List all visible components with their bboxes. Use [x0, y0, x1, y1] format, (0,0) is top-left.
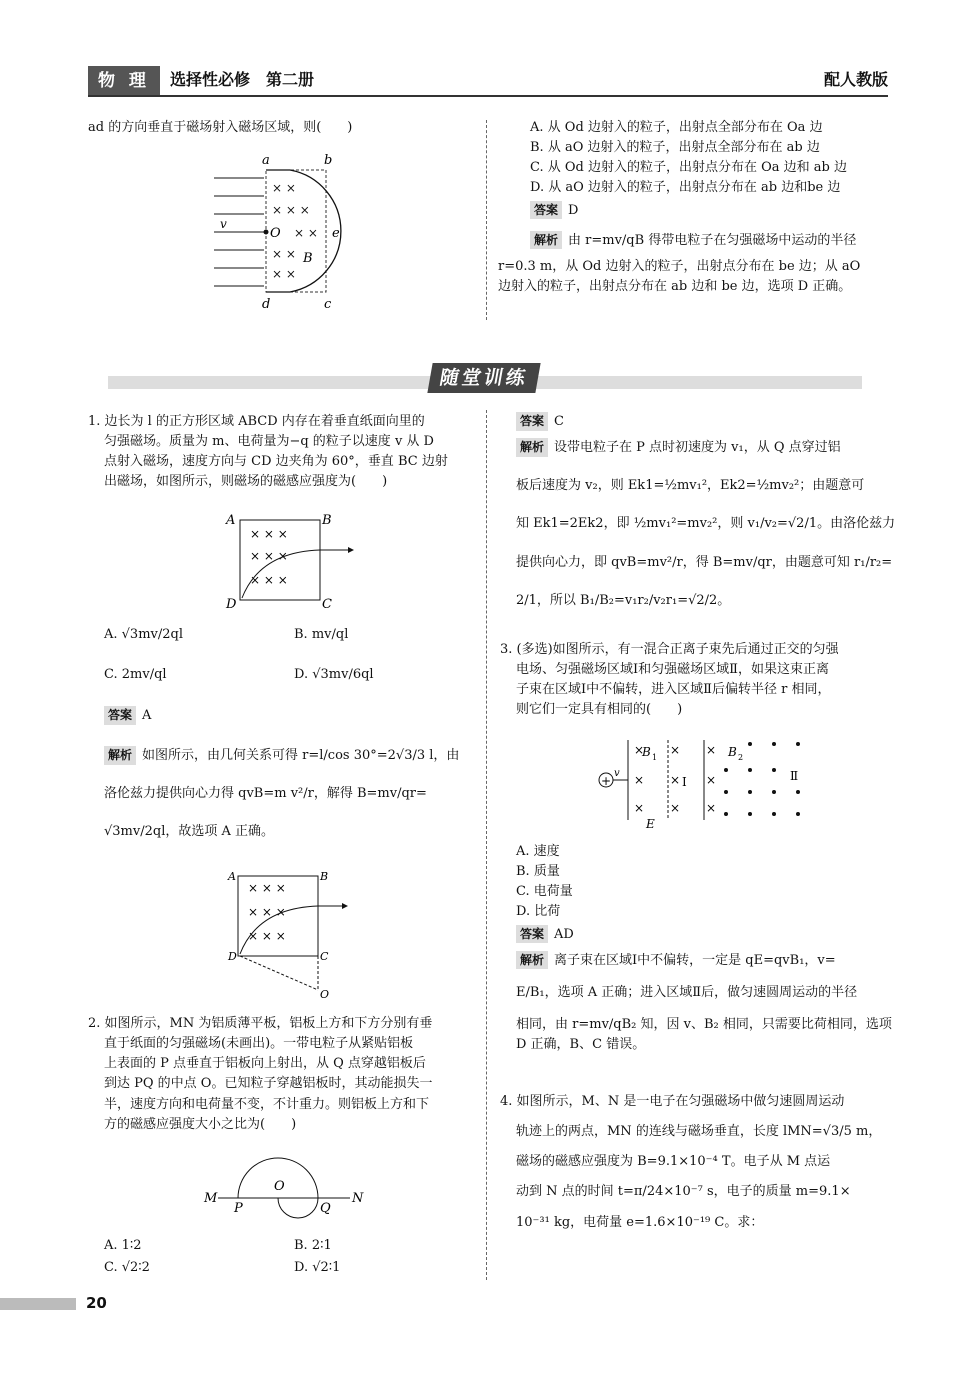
square-field-diagram-solution: [224, 866, 364, 1002]
question-text: 10⁻³¹ kg，电荷量 e=1.6×10⁻¹⁹ C。求：: [516, 1214, 764, 1230]
svg-text:× ×: × ×: [294, 226, 318, 240]
svg-text:× ×: × ×: [272, 181, 296, 195]
svg-text:2: 2: [738, 753, 744, 762]
square-field-diagram: [220, 510, 360, 610]
svg-text:O: O: [320, 988, 330, 1001]
option-a: A. 1∶2: [104, 1238, 142, 1253]
question-text: 匀强磁场。质量为 m、电荷量为−q 的粒子以速度 v 从 D: [104, 434, 434, 450]
question-text: 动到 N 点的时间 t=π/24×10⁻⁷ s，电子的质量 m=9.1×: [516, 1184, 851, 1200]
svg-text:C: C: [322, 597, 332, 610]
svg-text:A: A: [226, 513, 236, 528]
svg-text:× × ×: × × ×: [248, 881, 286, 895]
question-text: 半，速度方向和电荷量不变，不计重力。则铝板上方和下: [104, 1096, 430, 1112]
option-c: C. 从 Od 边射入的粒子，出射点分布在 Oa 边和 ab 边: [530, 160, 848, 176]
svg-text:b: b: [324, 153, 333, 168]
option-d: D. 从 aO 边射入的粒子，出射点分布在 ab 边和be 边: [530, 180, 841, 196]
column-divider-main: [486, 410, 487, 1280]
question-text: 电场、匀强磁场区域Ⅰ和匀强磁场区域Ⅱ，如果这束正离: [516, 662, 829, 678]
svg-text:c: c: [324, 297, 332, 310]
svg-text:×: ×: [670, 801, 681, 815]
question-text: 直于纸面的匀强磁场(未画出)。一带电粒子从紧贴铝板: [104, 1036, 414, 1052]
analysis-line: 板后速度为 v₂，则 Ek1=½mv₁²，Ek2=½mv₂²；由题意可: [516, 478, 865, 494]
top-right-block: [498, 118, 888, 297]
analysis-line: 洛伦兹力提供向心力得 qvB=m v²/r，解得 B=mv/qr=: [104, 786, 427, 802]
q2-answer: [516, 412, 896, 611]
q2-options: [104, 1236, 484, 1278]
svg-text:× × ×: × × ×: [248, 905, 286, 919]
svg-text:×: ×: [634, 773, 645, 787]
answer-label: 答案: [104, 706, 136, 725]
page-number: 20: [86, 1294, 107, 1312]
question-text: 点射入磁场，速度方向与 CD 边夹角为 60°，垂直 BC 边射: [104, 454, 448, 470]
option-c: C. 2mv/ql: [104, 667, 167, 683]
analysis-line: 2/1，所以 B₁/B₂=v₁r₂/v₂r₁=√2/2。: [516, 592, 731, 608]
svg-text:e: e: [332, 226, 340, 241]
svg-text:D: D: [228, 950, 237, 963]
svg-text:v: v: [614, 768, 620, 779]
svg-text:d: d: [262, 297, 271, 310]
svg-text:× × ×: × × ×: [272, 203, 310, 217]
section-banner-title: 随堂训练: [427, 363, 540, 393]
book-title: 选择性必修 第二册: [170, 70, 315, 89]
svg-text:×: ×: [634, 743, 645, 757]
question-text: 2. 如图所示，MN 为铝质薄平板，铝板上方和下方分别有垂: [88, 1016, 433, 1031]
ion-beam-diagram: [594, 736, 814, 832]
question-text: 到达 PQ 的中点 O。已知粒子穿越铝板时，其动能损失一: [104, 1076, 433, 1092]
question-4: [500, 1092, 888, 1233]
footer-bar: [0, 1298, 76, 1310]
svg-text:× × ×: × × ×: [250, 549, 288, 563]
question-text: 方的磁感应强度大小之比为( ): [104, 1116, 297, 1132]
question-text: 3. (多选)如图所示，有一混合正离子束先后通过正交的匀强: [500, 642, 839, 657]
analysis-line: √3mv/2ql，故选项 A 正确。: [104, 824, 275, 840]
option-b: B. 2∶1: [294, 1238, 332, 1253]
question-text: 子束在区域Ⅰ中不偏转，进入区域Ⅱ后偏转半径 r 相同，: [516, 682, 831, 698]
answer-value: AD: [554, 926, 574, 942]
question-text: 出磁场，如图所示，则磁场的磁感应强度为( ): [104, 474, 388, 490]
option-b: B. 质量: [516, 864, 560, 880]
q1-answer: [104, 706, 484, 843]
analysis-line: D 正确，B、C 错误。: [516, 1037, 646, 1053]
option-d: D. √2∶1: [294, 1260, 341, 1276]
answer-value: D: [568, 202, 579, 218]
svg-text:Ⅰ: Ⅰ: [682, 775, 687, 789]
analysis-label: 解析: [530, 231, 562, 250]
question-1: [88, 412, 478, 493]
analysis-line: E/B₁，选项 A 正确；进入区域Ⅱ后，做匀速圆周运动的半径: [516, 984, 858, 1000]
analysis-label: 解析: [516, 438, 548, 457]
field-diagram-1: [210, 150, 350, 310]
header-rule: [88, 95, 888, 97]
svg-text:Ⅱ: Ⅱ: [790, 769, 799, 783]
svg-text:Q: Q: [320, 1201, 331, 1216]
top-left-block: [88, 118, 478, 138]
option-a: A. √3mv/2ql: [104, 627, 184, 642]
svg-text:C: C: [320, 950, 329, 963]
svg-text:B: B: [320, 870, 329, 883]
svg-text:× ×: × ×: [272, 247, 296, 261]
svg-text:×: ×: [706, 743, 717, 757]
continuation-text: ad 的方向垂直于磁场射入磁场区域，则( ): [88, 120, 353, 135]
answer-value: C: [554, 414, 564, 429]
edition-label: 配人教版: [823, 70, 888, 89]
svg-text:P: P: [234, 1201, 243, 1216]
question-3: [500, 640, 888, 721]
svg-text:B: B: [642, 745, 651, 759]
analysis-line: 知 Ek1=2Ek2，即 ½mv₁²=mv₂²，则 v₁/v₂=√2/1。由洛伦兹力: [516, 516, 896, 532]
analysis-line: 离子束在区域Ⅰ中不偏转，一定是 qE=qvB₁，v=: [554, 952, 836, 968]
q3-options: [516, 842, 892, 1055]
answer-value: A: [142, 708, 152, 723]
option-d: D. 比荷: [516, 904, 561, 920]
svg-text:E: E: [646, 817, 655, 831]
svg-text:× ×: × ×: [272, 267, 296, 281]
q1-options: [104, 625, 484, 685]
svg-text:O: O: [274, 1179, 285, 1194]
analysis-line: 由 r=mv/qB 得带电粒子在匀强磁场中运动的半径: [568, 232, 857, 248]
analysis-line: r=0.3 m，从 Od 边射入的粒子，出射点分布在 be 边；从 aO: [498, 258, 861, 274]
analysis-line: 边射入的粒子，出射点分布在 ab 边和 be 边，选项 D 正确。: [498, 278, 852, 294]
option-c: C. √2∶2: [104, 1260, 150, 1276]
answer-label: 答案: [530, 201, 562, 220]
svg-text:×: ×: [670, 743, 681, 757]
analysis-label: 解析: [104, 746, 136, 765]
svg-text:a: a: [262, 153, 270, 168]
aluminum-plate-diagram: [200, 1150, 380, 1230]
question-text: 则它们一定具有相同的( ): [516, 702, 683, 718]
option-a: A. 从 Od 边射入的粒子，出射点全部分布在 Oa 边: [530, 120, 823, 135]
question-text: 轨迹上的两点，MN 的连线与磁场垂直，长度 lMN=√3/5 m，: [516, 1124, 882, 1140]
svg-text:+: +: [601, 774, 612, 788]
svg-text:M: M: [204, 1191, 218, 1206]
page-header: [88, 66, 888, 94]
option-b: B. 从 aO 边射入的粒子，出射点全部分布在 ab 边: [530, 140, 820, 156]
question-2: [88, 1014, 478, 1135]
svg-text:v: v: [220, 217, 227, 231]
analysis-label: 解析: [516, 951, 548, 970]
svg-text:×: ×: [706, 773, 717, 787]
question-text: 上表面的 P 点垂直于铝板向上射出，从 Q 点穿越铝板后: [104, 1056, 426, 1072]
analysis-line: 如图所示，由几何关系可得 r=l/cos 30°=2√3/3 l，由: [142, 748, 460, 764]
svg-text:×: ×: [634, 801, 645, 815]
svg-text:N: N: [352, 1191, 364, 1206]
svg-text:B: B: [322, 513, 332, 528]
option-b: B. mv/ql: [294, 627, 349, 642]
svg-text:1: 1: [652, 753, 658, 762]
analysis-line: 相同，由 r=mv/qB₂ 知，因 v、B₂ 相同，只需要比荷相同，选项: [516, 1016, 892, 1032]
svg-text:B: B: [728, 745, 737, 759]
subject-label: 物 理: [88, 66, 160, 96]
svg-text:× × ×: × × ×: [250, 573, 288, 587]
question-text: 磁场的磁感应强度为 B=9.1×10⁻⁴ T。电子从 M 点运: [516, 1154, 831, 1170]
analysis-line: 提供向心力，即 qvB=mv²/r，得 B=mv/qr，由题意可知 r₁/r₂=: [516, 554, 893, 570]
analysis-line: 设带电粒子在 P 点时初速度为 v₁，从 Q 点穿过铝: [554, 440, 841, 456]
option-c: C. 电荷量: [516, 884, 573, 900]
svg-text:A: A: [228, 870, 236, 883]
svg-text:B: B: [303, 251, 313, 266]
svg-text:×: ×: [670, 773, 681, 787]
answer-label: 答案: [516, 412, 548, 431]
option-d: D. √3mv/6ql: [294, 667, 374, 683]
svg-text:× × ×: × × ×: [250, 527, 288, 541]
svg-text:O: O: [270, 226, 281, 241]
question-text: 1. 边长为 l 的正方形区域 ABCD 内存在着垂直纸面向里的: [88, 414, 425, 429]
option-a: A. 速度: [516, 844, 560, 859]
answer-label: 答案: [516, 925, 548, 944]
svg-text:×: ×: [706, 801, 717, 815]
question-text: 4. 如图所示，M、N 是一电子在匀强磁场中做匀速圆周运动: [500, 1094, 845, 1109]
svg-text:× × ×: × × ×: [248, 929, 286, 943]
svg-text:D: D: [226, 597, 237, 610]
column-divider-top: [486, 120, 487, 320]
